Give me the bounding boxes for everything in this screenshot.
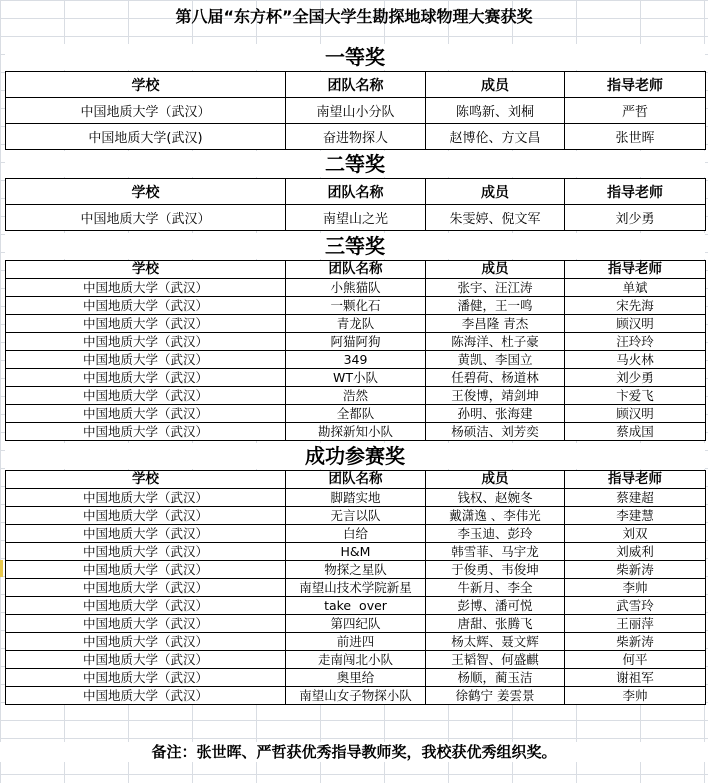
cell-team[interactable]: 南望山小分队 <box>286 98 426 124</box>
cell-members[interactable]: 杨太辉、聂文辉 <box>426 633 565 651</box>
header-members[interactable]: 成员 <box>426 261 565 279</box>
cell-school[interactable]: 中国地质大学（武汉） <box>6 387 286 405</box>
table-row <box>6 297 706 315</box>
section-heading-second-prize: 二等奖 <box>5 151 705 177</box>
cell-members[interactable]: 潘健，王一鸣 <box>426 297 565 315</box>
cell-members[interactable]: 李昌隆 青杰 <box>426 315 565 333</box>
table-row <box>6 561 706 579</box>
cell-members[interactable]: 戴潇逸 、李伟光 <box>426 507 565 525</box>
table-row <box>6 597 706 615</box>
table-row <box>6 333 706 351</box>
cell-members[interactable]: 徐鹤宁 姜雲景 <box>426 687 565 705</box>
cell-school[interactable]: 中国地质大学（武汉） <box>6 561 286 579</box>
header-school[interactable]: 学校 <box>6 261 286 279</box>
cell-advisor[interactable]: 严哲 <box>565 98 706 124</box>
cell-school[interactable]: 中国地质大学（武汉） <box>6 205 286 231</box>
cell-members[interactable]: 赵博伦、方文昌 <box>426 124 565 150</box>
table-row <box>6 405 706 423</box>
cell-advisor[interactable]: 刘双 <box>565 525 706 543</box>
cell-team[interactable]: take over <box>286 597 426 615</box>
cell-advisor[interactable]: 张世晖 <box>565 124 706 150</box>
footnote: 备注：张世晖、严哲获优秀指导教师奖，我校获优秀组织奖。 <box>0 742 708 762</box>
cell-team[interactable]: 第四纪队 <box>286 615 426 633</box>
cell-school[interactable]: 中国地质大学（武汉） <box>6 489 286 507</box>
cell-team[interactable]: 走南闯北小队 <box>286 651 426 669</box>
cell-advisor[interactable]: 蔡建超 <box>565 489 706 507</box>
header-advisor[interactable]: 指导老师 <box>565 72 706 98</box>
table-row <box>6 387 706 405</box>
cell-advisor[interactable]: 顾汉明 <box>565 315 706 333</box>
header-school[interactable]: 学校 <box>6 72 286 98</box>
table-row <box>6 279 706 297</box>
cell-members[interactable]: 张宇、汪江涛 <box>426 279 565 297</box>
cell-school[interactable]: 中国地质大学（武汉） <box>6 651 286 669</box>
cell-school[interactable]: 中国地质大学（武汉） <box>6 543 286 561</box>
cell-advisor[interactable]: 顾汉明 <box>565 405 706 423</box>
cell-team[interactable]: 奋进物探人 <box>286 124 426 150</box>
table-header-row <box>6 72 706 98</box>
table-row <box>6 543 706 561</box>
cell-team[interactable]: 物探之星队 <box>286 561 426 579</box>
cell-school[interactable]: 中国地质大学（武汉） <box>6 669 286 687</box>
cell-team[interactable]: 青龙队 <box>286 315 426 333</box>
cell-members[interactable]: 杨硕洁、刘芳奕 <box>426 423 565 441</box>
cell-school[interactable]: 中国地质大学（武汉） <box>6 633 286 651</box>
cell-team[interactable]: 前进四 <box>286 633 426 651</box>
cell-advisor[interactable]: 汪玲玲 <box>565 333 706 351</box>
header-members[interactable]: 成员 <box>426 471 565 489</box>
header-team[interactable]: 团队名称 <box>286 261 426 279</box>
cell-advisor[interactable]: 王丽萍 <box>565 615 706 633</box>
cell-members[interactable]: 朱雯婷、倪文军 <box>426 205 565 231</box>
cell-school[interactable]: 中国地质大学（武汉） <box>6 579 286 597</box>
cell-members[interactable]: 孙明、张海建 <box>426 405 565 423</box>
cell-team[interactable]: 浩然 <box>286 387 426 405</box>
cell-advisor[interactable]: 卞爱飞 <box>565 387 706 405</box>
cell-team[interactable]: 白给 <box>286 525 426 543</box>
cell-advisor[interactable]: 蔡成国 <box>565 423 706 441</box>
participation-prize-table <box>5 470 706 705</box>
cell-members[interactable]: 唐甜、张腾飞 <box>426 615 565 633</box>
cell-team[interactable]: 全都队 <box>286 405 426 423</box>
header-members[interactable]: 成员 <box>426 179 565 205</box>
header-school[interactable]: 学校 <box>6 179 286 205</box>
cell-school[interactable]: 中国地质大学(武汉) <box>6 124 286 150</box>
table-header-row <box>6 179 706 205</box>
cell-advisor[interactable]: 柴新涛 <box>565 633 706 651</box>
table-row <box>6 579 706 597</box>
table-row <box>6 98 706 124</box>
cell-advisor[interactable]: 李建慧 <box>565 507 706 525</box>
cell-members[interactable]: 李玉迪、彭玲 <box>426 525 565 543</box>
cell-team[interactable]: H&M <box>286 543 426 561</box>
cell-school[interactable]: 中国地质大学（武汉） <box>6 297 286 315</box>
cell-team[interactable]: 一颗化石 <box>286 297 426 315</box>
cell-school[interactable]: 中国地质大学（武汉） <box>6 525 286 543</box>
cell-advisor[interactable]: 马火林 <box>565 351 706 369</box>
cell-school[interactable]: 中国地质大学（武汉） <box>6 351 286 369</box>
header-team[interactable]: 团队名称 <box>286 179 426 205</box>
table-row <box>6 651 706 669</box>
header-members[interactable]: 成员 <box>426 72 565 98</box>
table-row <box>6 351 706 369</box>
section-heading-first-prize: 一等奖 <box>5 44 705 70</box>
table-row <box>6 205 706 231</box>
table-row <box>6 507 706 525</box>
header-advisor[interactable]: 指导老师 <box>565 261 706 279</box>
cell-members[interactable]: 韩雪菲、马宇龙 <box>426 543 565 561</box>
cell-advisor[interactable]: 武雪玲 <box>565 597 706 615</box>
cell-members[interactable]: 陈海洋、杜子豪 <box>426 333 565 351</box>
section-heading-participation-prize: 成功参赛奖 <box>5 443 705 469</box>
page-title: 第八届“东方杯”全国大学生勘探地球物理大赛获奖 <box>175 7 533 26</box>
cell-team[interactable]: 无言以队 <box>286 507 426 525</box>
header-team[interactable]: 团队名称 <box>286 72 426 98</box>
cell-team[interactable]: 勘探新知小队 <box>286 423 426 441</box>
cell-advisor[interactable]: 刘少勇 <box>565 205 706 231</box>
table-row <box>6 315 706 333</box>
table-row <box>6 615 706 633</box>
cell-members[interactable]: 牛新月、李全 <box>426 579 565 597</box>
cell-team[interactable]: 奥里给 <box>286 669 426 687</box>
table-row <box>6 525 706 543</box>
cell-school[interactable]: 中国地质大学（武汉） <box>6 405 286 423</box>
cell-members[interactable]: 王俊博，靖剑坤 <box>426 387 565 405</box>
second-prize-table <box>5 178 706 231</box>
cell-team[interactable]: 南望山女子物探小队 <box>286 687 426 705</box>
cell-team[interactable]: 349 <box>286 351 426 369</box>
table-row <box>6 369 706 387</box>
cell-advisor[interactable]: 柴新涛 <box>565 561 706 579</box>
cell-team[interactable]: 南望山之光 <box>286 205 426 231</box>
cell-team[interactable]: WT小队 <box>286 369 426 387</box>
cell-school[interactable]: 中国地质大学（武汉） <box>6 423 286 441</box>
cell-members[interactable]: 王韬智、何盛麒 <box>426 651 565 669</box>
cell-members[interactable]: 于俊勇、韦俊坤 <box>426 561 565 579</box>
cell-school[interactable]: 中国地质大学（武汉） <box>6 687 286 705</box>
cell-members[interactable]: 任碧荷、杨道林 <box>426 369 565 387</box>
third-prize-table <box>5 260 706 441</box>
cell-members[interactable]: 陈鸣新、刘桐 <box>426 98 565 124</box>
cell-advisor[interactable]: 宋先海 <box>565 297 706 315</box>
header-advisor[interactable]: 指导老师 <box>565 471 706 489</box>
header-school[interactable]: 学校 <box>6 471 286 489</box>
cell-members[interactable]: 杨顺，蔺玉洁 <box>426 669 565 687</box>
table-row <box>6 124 706 150</box>
cell-advisor[interactable]: 刘少勇 <box>565 369 706 387</box>
table-row <box>6 669 706 687</box>
cell-team[interactable]: 脚踏实地 <box>286 489 426 507</box>
cell-school[interactable]: 中国地质大学（武汉） <box>6 615 286 633</box>
cell-school[interactable]: 中国地质大学（武汉） <box>6 98 286 124</box>
header-team[interactable]: 团队名称 <box>286 471 426 489</box>
cell-school[interactable]: 中国地质大学（武汉） <box>6 279 286 297</box>
cell-advisor[interactable]: 李帅 <box>565 687 706 705</box>
table-row <box>6 633 706 651</box>
cell-advisor[interactable]: 李帅 <box>565 579 706 597</box>
cell-members[interactable]: 黄凯、李国立 <box>426 351 565 369</box>
cell-advisor[interactable]: 单斌 <box>565 279 706 297</box>
table-row <box>6 423 706 441</box>
cell-members[interactable]: 彭博、潘可悦 <box>426 597 565 615</box>
section-heading-third-prize: 三等奖 <box>5 233 705 259</box>
cell-advisor[interactable]: 谢祖军 <box>565 669 706 687</box>
cell-school[interactable]: 中国地质大学（武汉） <box>6 369 286 387</box>
cell-advisor[interactable]: 何平 <box>565 651 706 669</box>
cell-team[interactable]: 小熊猫队 <box>286 279 426 297</box>
header-advisor[interactable]: 指导老师 <box>565 179 706 205</box>
table-row <box>6 687 706 705</box>
cell-school[interactable]: 中国地质大学（武汉） <box>6 507 286 525</box>
cell-school[interactable]: 中国地质大学（武汉） <box>6 333 286 351</box>
cell-advisor[interactable]: 刘威利 <box>565 543 706 561</box>
selected-row-marker <box>0 560 3 577</box>
table-row <box>6 489 706 507</box>
cell-school[interactable]: 中国地质大学（武汉） <box>6 597 286 615</box>
cell-team[interactable]: 阿猫阿狗 <box>286 333 426 351</box>
table-header-row <box>6 471 706 489</box>
first-prize-table <box>5 71 706 150</box>
cell-team[interactable]: 南望山技术学院新星 <box>286 579 426 597</box>
cell-school[interactable]: 中国地质大学（武汉） <box>6 315 286 333</box>
table-header-row <box>6 261 706 279</box>
cell-members[interactable]: 钱权、赵婉冬 <box>426 489 565 507</box>
